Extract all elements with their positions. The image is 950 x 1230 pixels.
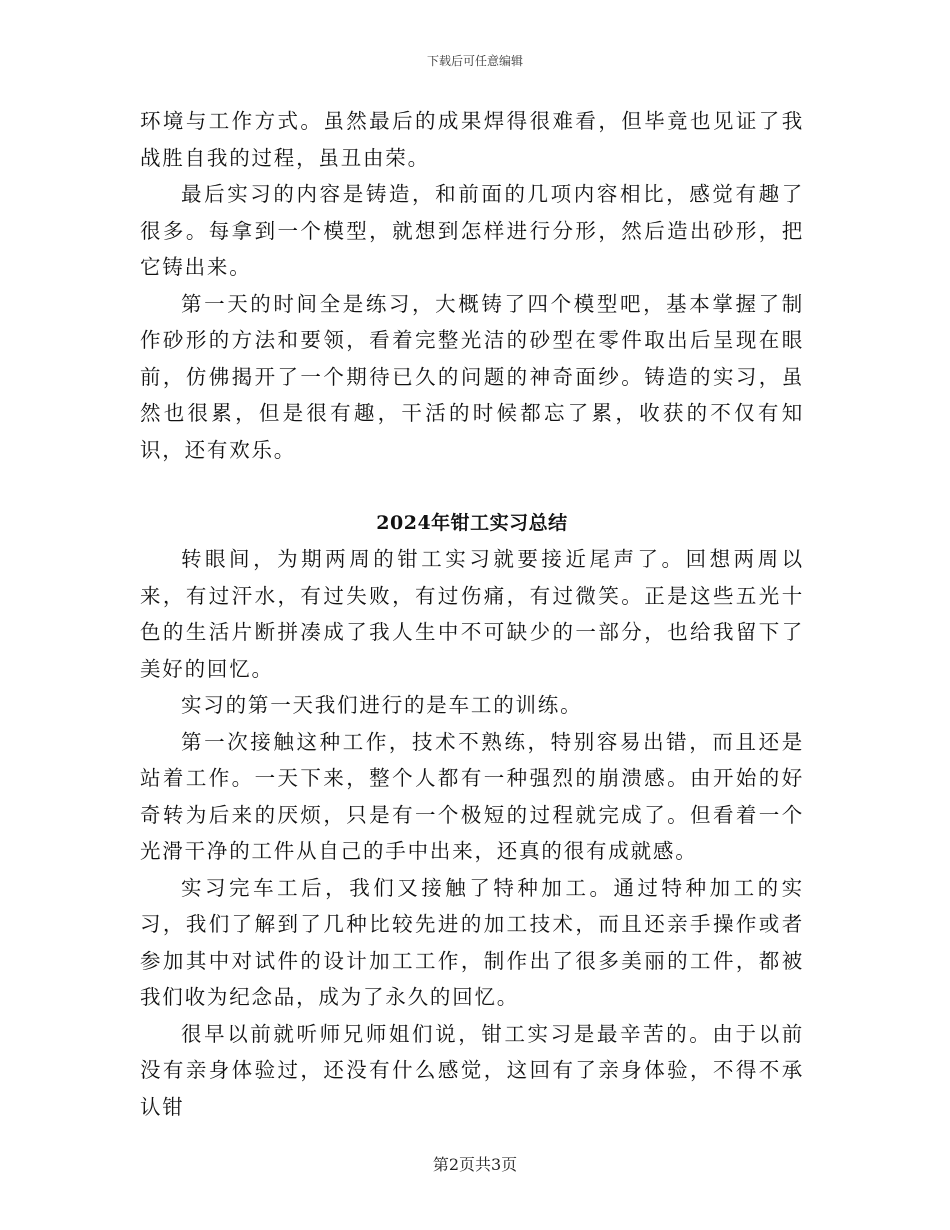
paragraph-continuation: 环境与工作方式。虽然最后的成果焊得很难看，但毕竟也见证了我战胜自我的过程，虽丑由荣。 [140,109,804,170]
section-spacer [140,468,804,505]
page-number: 第2页共3页 [432,1155,518,1174]
page-header: 下载后可任意编辑 [426,54,523,68]
document-body [140,103,804,1125]
paragraph-casting-practice: 第一天的时间全是练习，大概铸了四个模型吧，基本掌握了制作砂形的方法和要领，看着完整光洁的砂型在零件取出后呈现在眼前，仿佛揭开了一个期待已久的问题的神奇面纱。铸造的实习，虽然也很累，但是很有趣，干活的时候都忘了累，收获的不仅有知识，还有欢乐。 [140,291,804,462]
paragraph-fitter-hardship: 很早以前就听师兄师姐们说，钳工实习是最辛苦的。由于以前没有亲身体验过，还没有什么感觉，这回有了亲身体验，不得不承认钳 [140,1021,804,1119]
paragraph-first-contact: 第一次接触这种工作，技术不熟练，特别容易出错，而且还是站着工作。一天下来，整个人都有一种强烈的崩溃感。由开始的好奇转为后来的厌烦，只是有一个极短的过程就完成了。但看着一个光滑干净的工件从自己的手中出来，还真的很有成就感。 [140,729,804,863]
paragraph-casting-intro: 最后实习的内容是铸造，和前面的几项内容相比，感觉有趣了很多。每拿到一个模型，就想到怎样进行分形，然后造出砂形，把它铸出来。 [140,182,804,279]
paragraph-turning-day: 实习的第一天我们进行的是车工的训练。 [181,693,583,717]
paragraph-special-machining: 实习完车工后，我们又接触了特种加工。通过特种加工的实习，我们了解到了几种比较先进的加工技术，而且还亲手操作或者参加其中对试件的设计加工工作，制作出了很多美丽的工件，都被我们收为纪念品，成为了永久的回忆。 [140,875,804,1009]
section-title: 2024年钳工实习总结 [376,511,568,534]
paragraph-intro: 转眼间，为期两周的钳工实习就要接近尾声了。回想两周以来，有过汗水，有过失败，有过伤痛，有过微笑。正是这些五光十色的生活片断拼凑成了我人生中不可缺少的一部分，也给我留下了美好的回忆。 [140,547,804,681]
